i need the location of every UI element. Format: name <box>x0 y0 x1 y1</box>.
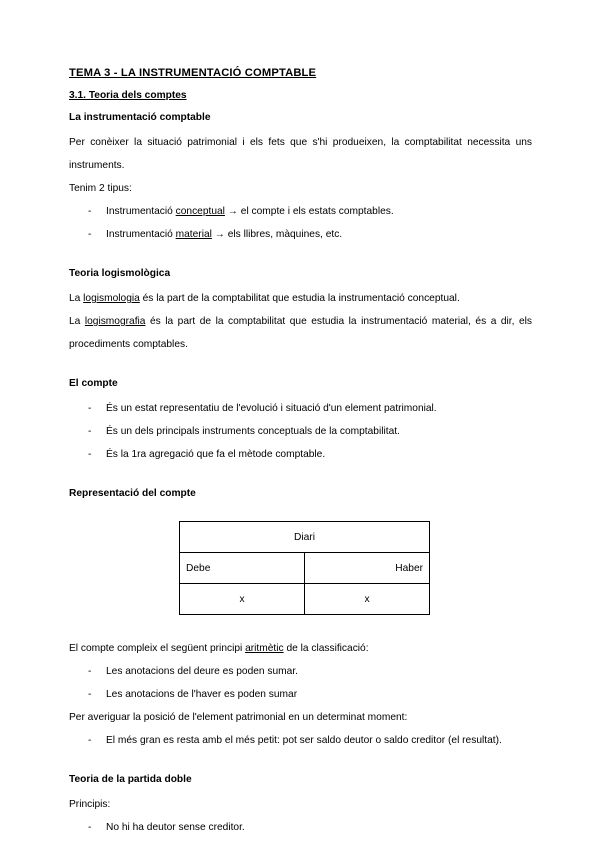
table-row <box>180 553 430 584</box>
table-cell-debe-value: x <box>180 584 305 615</box>
table-header-diari: Diari <box>180 522 430 553</box>
paragraph-instrumentacio: Per conèixer la situació patrimonial i els fets que s'hi produeixen, la comptabilitat necessita uns instruments. <box>69 137 532 171</box>
line-suffix: de la classificació: <box>283 643 369 654</box>
list-el-compte <box>69 397 532 466</box>
line-prefix: La <box>69 293 84 304</box>
heading-representacio: Representació del compte <box>69 488 196 499</box>
heading-el-compte: El compte <box>69 378 118 389</box>
line-prefix: El compte compleix el següent principi <box>69 643 246 654</box>
list-item: - És la 1ra agregació que fa el mètode comptable. <box>69 443 532 466</box>
item-underlined-term: conceptual <box>175 206 225 217</box>
page-title: TEMA 3 - LA INSTRUMENTACIÓ COMPTABLE <box>69 67 317 79</box>
heading-instrumentacio: La instrumentació comptable <box>69 112 211 123</box>
paragraph-logismologia <box>69 287 532 310</box>
section-subtitle: 3.1. Teoria dels comptes <box>69 90 187 101</box>
line-prefix: La <box>69 316 85 327</box>
list-item: - Les anotacions de l'haver es poden sumar <box>69 683 532 706</box>
item-suffix: → els llibres, màquines, etc. <box>211 229 343 240</box>
item-prefix: Instrumentació <box>106 229 176 240</box>
list-instrumentacio-tipus <box>69 200 532 246</box>
list-item: - És un dels principals instruments conceptuals de la comptabilitat. <box>69 420 532 443</box>
list-item: - És un estat representatiu de l'evolució i situació d'un element patrimonial. <box>69 397 532 420</box>
list-posicio <box>69 729 532 752</box>
list-principis-aritmetics <box>69 660 532 706</box>
term-aritmetic: aritmètic <box>245 643 284 654</box>
list-partida-doble <box>69 816 532 839</box>
item-underlined-term: material <box>175 229 212 240</box>
item-suffix: → el compte i els estats comptables. <box>224 206 394 217</box>
table-cell-haber-value: x <box>305 584 430 615</box>
table-row <box>180 522 430 553</box>
paragraph-principis-intro: Principis: <box>69 799 111 810</box>
table-col-haber: Haber <box>305 553 430 584</box>
list-item: - Les anotacions del deure es poden sumar. <box>69 660 532 683</box>
item-prefix: Instrumentació <box>106 206 176 217</box>
diari-table <box>179 521 430 615</box>
table-col-debe: Debe <box>180 553 305 584</box>
line-suffix: és la part de la comptabilitat que estudia la instrumentació conceptual. <box>139 293 460 304</box>
term-logismografia: logismografia <box>84 316 146 327</box>
list-item: - No hi ha deutor sense creditor. <box>69 816 532 839</box>
line-suffix: és la part de la comptabilitat que estudia la instrumentació material, és a dir, els procediments comptables. <box>69 316 532 350</box>
paragraph-posicio: Per averiguar la posició de l'element patrimonial en un determinat moment: <box>69 712 408 723</box>
table-row <box>180 584 430 615</box>
paragraph-tipus-intro: Tenim 2 tipus: <box>69 183 132 194</box>
paragraph-logismografia <box>69 310 532 356</box>
heading-partida-doble: Teoria de la partida doble <box>69 774 192 785</box>
list-item: - El més gran es resta amb el més petit: pot ser saldo deutor o saldo creditor (el resultat). <box>69 729 532 752</box>
heading-logismologica: Teoria logismològica <box>69 268 171 279</box>
list-item <box>69 200 532 223</box>
diari-table-wrapper <box>69 521 532 615</box>
paragraph-principi-aritmetic <box>69 637 532 660</box>
list-item <box>69 223 532 246</box>
term-logismologia: logismologia <box>83 293 140 304</box>
